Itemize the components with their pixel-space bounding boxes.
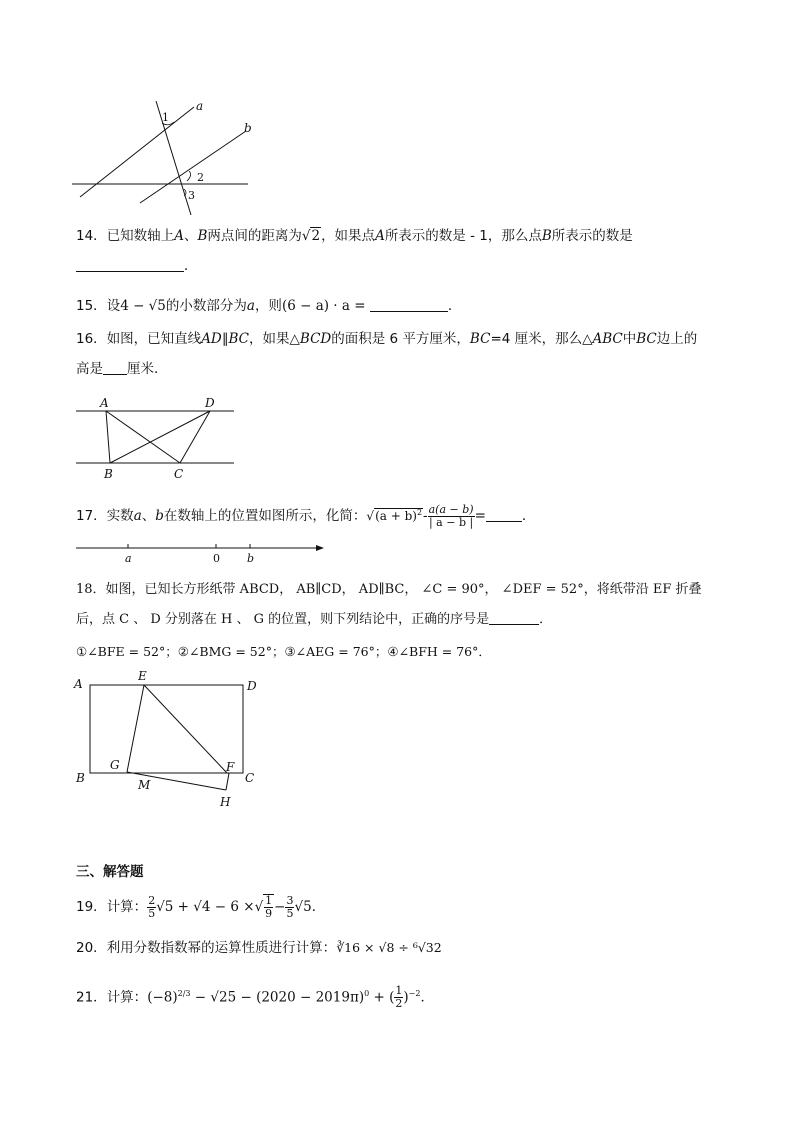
answer-blank-17[interactable]	[486, 507, 522, 522]
label-C: C	[245, 771, 255, 785]
segment-ef	[144, 685, 227, 773]
label-D: D	[247, 679, 257, 693]
segment-ab	[106, 411, 110, 463]
answer-blank-14[interactable]	[76, 257, 184, 272]
label-0: 0	[213, 552, 220, 565]
label-a: a	[125, 552, 132, 565]
figure-parallel-lines	[60, 95, 270, 220]
question-19: 19．计算： $\frac{2}{5}$ √5 + √4 − 6 ×√ $\frac{1}{9}$ − $\frac{3}{5}$ √5．	[76, 893, 326, 920]
question-18-line-1: 18．如图，已知长方形纸带 ABCD， AB∥CD， AD∥BC， ∠C = 90°， ∠DEF = 52°，将纸带沿 EF 折叠	[76, 582, 702, 597]
question-16-line-2: 高是 厘米．	[76, 361, 168, 377]
figure-number-line	[70, 538, 330, 568]
label-A: A	[74, 677, 83, 691]
answer-blank-16[interactable]	[103, 360, 127, 375]
question-16-line-1: 16．如图，已知直线AD∥BC，如果△BCD的面积是 6 平方厘米，BC=4 厘米，那么△ABC中BC边上的	[76, 331, 698, 347]
number-line-arrow	[316, 545, 324, 551]
question-15: 15．设4 − √5的小数部分为a，则(6 − a) · a = ．	[76, 298, 462, 314]
label-C: C	[174, 467, 184, 481]
figure-trapezoid	[70, 392, 240, 484]
label-a: a	[196, 99, 204, 113]
label-M: M	[138, 778, 151, 792]
answer-blank-15[interactable]	[370, 297, 448, 312]
segment-ac	[106, 411, 180, 463]
question-18-line-2: 后，点 C 、 D 分别落在 H 、 G 的位置，则下列结论中，正确的序号是 ．	[76, 612, 553, 627]
label-b: b	[247, 552, 255, 565]
label-angle-2: 2	[197, 171, 204, 184]
label-angle-3: 3	[188, 189, 195, 202]
question-20: 20．利用分数指数幂的运算性质进行计算：∛16 × √8 ÷ ⁶√32	[76, 940, 442, 956]
question-18-options: ①∠BFE = 52°；②∠BMG = 52°；③∠AEG = 76°；④∠BFH = 76°．	[76, 644, 491, 659]
label-G: G	[110, 758, 120, 772]
segment-hf	[226, 773, 229, 790]
label-E: E	[138, 669, 147, 683]
question-14: 14．已知数轴上A、B两点间的距离为√2，如果点A所表示的数是 - 1，那么点B所表示的数是	[76, 228, 633, 244]
label-b: b	[244, 121, 252, 135]
answer-blank-18[interactable]	[489, 610, 539, 625]
question-14-answer-line: ．	[76, 256, 198, 276]
angle-2-arc	[187, 171, 191, 181]
section-heading-solve: 三、解答题	[76, 864, 144, 880]
label-F: F	[226, 760, 235, 774]
figure-folded-rectangle	[70, 668, 270, 814]
segment-eg	[127, 685, 144, 772]
label-D: D	[205, 396, 215, 410]
label-H: H	[220, 795, 231, 809]
label-B: B	[104, 467, 113, 481]
question-17: 17．实数a、b在数轴上的位置如图所示，化简：$√(a + b)^2-$ $\frac{a(a - b)}{| a - b |}$ = ．	[76, 502, 536, 529]
question-21: 21．计算：$(-8)^{2/3} - √25 - (2020 - 2019\pi)^0$ + ( $\frac{1}{2}$ )$^{-2}$．	[76, 984, 434, 1010]
label-B: B	[76, 771, 85, 785]
label-A: A	[100, 396, 109, 410]
label-angle-1: 1	[162, 111, 169, 124]
